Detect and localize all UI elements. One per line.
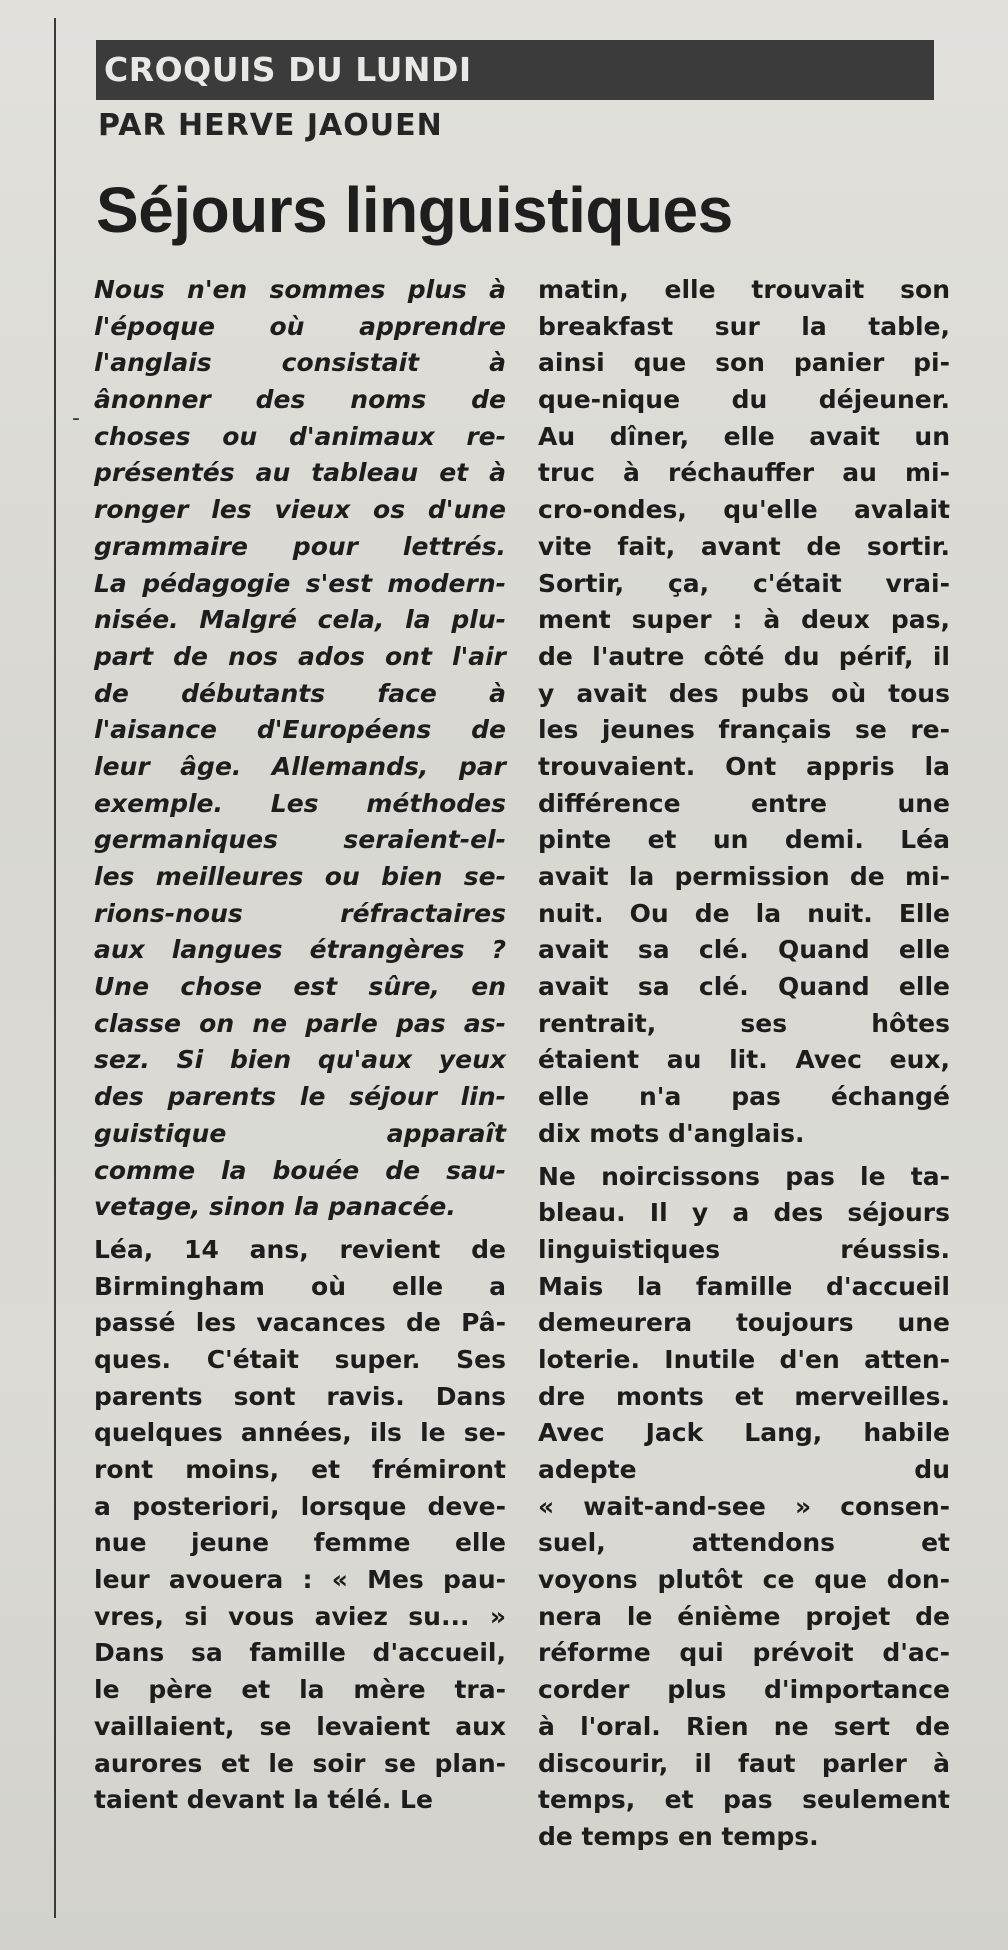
text-line: nue jeune femme elle xyxy=(94,1528,506,1558)
text-line: Avec Jack Lang, habile xyxy=(538,1418,950,1448)
text-line: vres, si vous aviez su... » xyxy=(94,1601,506,1631)
text-line: vetage, sinon la panacée. xyxy=(94,1192,456,1222)
text-line: grammaire pour lettrés. xyxy=(94,531,506,561)
text-line: ment super : à deux pas, xyxy=(538,605,950,635)
text-line: matin, elle trouvait son xyxy=(538,275,950,304)
text-line: Dans sa famille d'accueil, xyxy=(94,1638,506,1668)
text-line: l'époque où apprendre xyxy=(94,311,506,341)
column-rule xyxy=(54,18,56,1918)
text-line: Une chose est sûre, en xyxy=(94,972,506,1002)
text-line: vaillaient, se levaient aux xyxy=(94,1711,506,1741)
text-line: de temps en temps. xyxy=(538,1821,819,1851)
text-line: de débutants face à xyxy=(94,678,506,708)
text-line: ainsi que son panier pi- xyxy=(538,348,950,378)
text-line: parents sont ravis. Dans xyxy=(94,1381,506,1411)
text-line: truc à réchauffer au mi- xyxy=(538,458,950,488)
text-line: aux langues étrangères ? xyxy=(94,935,506,965)
text-line: ânonner des noms de xyxy=(94,385,506,415)
text-line: exemple. Les méthodes xyxy=(94,788,506,818)
text-line: Birmingham où elle a xyxy=(94,1271,506,1301)
text-line: classe on ne parle pas as- xyxy=(94,1008,506,1038)
text-line: nuit. Ou de la nuit. Elle xyxy=(538,898,950,928)
section-kicker: CROQUIS DU LUNDI xyxy=(96,40,934,100)
text-line: rions-nous réfractaires xyxy=(94,898,506,928)
text-line: rentrait, ses hôtes xyxy=(538,1008,950,1038)
text-line: demeurera toujours une xyxy=(538,1308,950,1338)
text-line: que-nique du déjeuner. xyxy=(538,385,950,415)
column-left xyxy=(94,272,506,1819)
text-line: les meilleures ou bien se- xyxy=(94,862,506,891)
text-line: dre monts et merveilles. xyxy=(538,1381,950,1411)
text-line: l'aisance d'Européens de xyxy=(94,715,506,745)
text-line: Au dîner, elle avait un xyxy=(538,421,950,451)
text-line: discourir, il faut parler à xyxy=(538,1748,950,1778)
column-right xyxy=(538,272,950,1856)
margin-mark: - xyxy=(72,406,80,431)
text-line: choses ou d'animaux re- xyxy=(94,421,506,451)
text-line: Mais la famille d'accueil xyxy=(538,1271,950,1301)
text-line: avait la permission de mi- xyxy=(538,862,950,891)
text-line: La pédagogie s'est modern- xyxy=(94,568,506,598)
text-line: germaniques seraient-el- xyxy=(94,825,506,855)
text-line: quelques années, ils le se- xyxy=(94,1418,506,1448)
text-line: dix mots d'anglais. xyxy=(538,1118,805,1148)
text-line: nera le énième projet de xyxy=(538,1601,950,1631)
article-body xyxy=(94,272,966,1922)
text-line: loterie. Inutile d'en atten- xyxy=(538,1344,950,1374)
text-line: elle n'a pas échangé xyxy=(538,1082,950,1112)
text-line: réforme qui prévoit d'ac- xyxy=(538,1638,950,1668)
text-line: y avait des pubs où tous xyxy=(538,678,950,708)
text-line: avait sa clé. Quand elle xyxy=(538,972,950,1002)
text-line: avait sa clé. Quand elle xyxy=(538,935,950,965)
text-line: voyons plutôt ce que don- xyxy=(538,1565,950,1595)
text-line: part de nos ados ont l'air xyxy=(94,641,506,671)
text-line: corder plus d'importance xyxy=(538,1675,950,1705)
text-line: nisée. Malgré cela, la plu- xyxy=(94,605,506,635)
text-line: Sortir, ça, c'était vrai- xyxy=(538,568,950,598)
text-line: comme la bouée de sau- xyxy=(94,1155,506,1185)
text-line: adepte du xyxy=(538,1455,950,1484)
text-line: l'anglais consistait à xyxy=(94,348,506,378)
text-line: suel, attendons et xyxy=(538,1528,950,1558)
text-line: guistique apparaît xyxy=(94,1118,506,1148)
text-line: linguistiques réussis. xyxy=(538,1234,950,1264)
text-line: présentés au tableau et à xyxy=(94,458,506,488)
article-title: Séjours linguistiques xyxy=(96,174,733,246)
text-line: à l'oral. Rien ne sert de xyxy=(538,1711,950,1741)
text-line: vite fait, avant de sortir. xyxy=(538,531,950,561)
text-line: ronger les vieux os d'une xyxy=(94,495,506,525)
byline: PAR HERVE JAOUEN xyxy=(98,108,443,143)
text-line: Léa, 14 ans, revient de xyxy=(94,1234,506,1264)
text-line: sez. Si bien qu'aux yeux xyxy=(94,1045,506,1075)
text-line: aurores et le soir se plan- xyxy=(94,1748,506,1778)
text-line: le père et la mère tra- xyxy=(94,1675,506,1705)
text-line: des parents le séjour lin- xyxy=(94,1082,506,1112)
text-line: Ne noircissons pas le ta- xyxy=(538,1161,950,1191)
text-line: différence entre une xyxy=(538,788,950,818)
text-line: « wait-and-see » consen- xyxy=(538,1491,950,1521)
text-line: leur avouera : « Mes pau- xyxy=(94,1565,506,1595)
text-line: ques. C'était super. Ses xyxy=(94,1344,506,1374)
text-line: trouvaient. Ont appris la xyxy=(538,751,950,781)
text-line: temps, et pas seulement xyxy=(538,1785,950,1815)
text-line: leur âge. Allemands, par xyxy=(94,751,506,781)
text-line: cro-ondes, qu'elle avalait xyxy=(538,495,950,525)
text-line: breakfast sur la table, xyxy=(538,311,950,341)
text-line: a posteriori, lorsque deve- xyxy=(94,1491,506,1521)
text-line: les jeunes français se re- xyxy=(538,715,950,745)
text-line: étaient au lit. Avec eux, xyxy=(538,1045,950,1075)
text-line: pinte et un demi. Léa xyxy=(538,825,950,855)
text-line: passé les vacances de Pâ- xyxy=(94,1308,506,1338)
text-line: taient devant la télé. Le xyxy=(94,1785,433,1815)
text-line: Nous n'en sommes plus à xyxy=(94,275,506,304)
text-line: bleau. Il y a des séjours xyxy=(538,1198,950,1228)
text-line: ront moins, et frémiront xyxy=(94,1455,506,1484)
text-line: de l'autre côté du périf, il xyxy=(538,641,950,671)
